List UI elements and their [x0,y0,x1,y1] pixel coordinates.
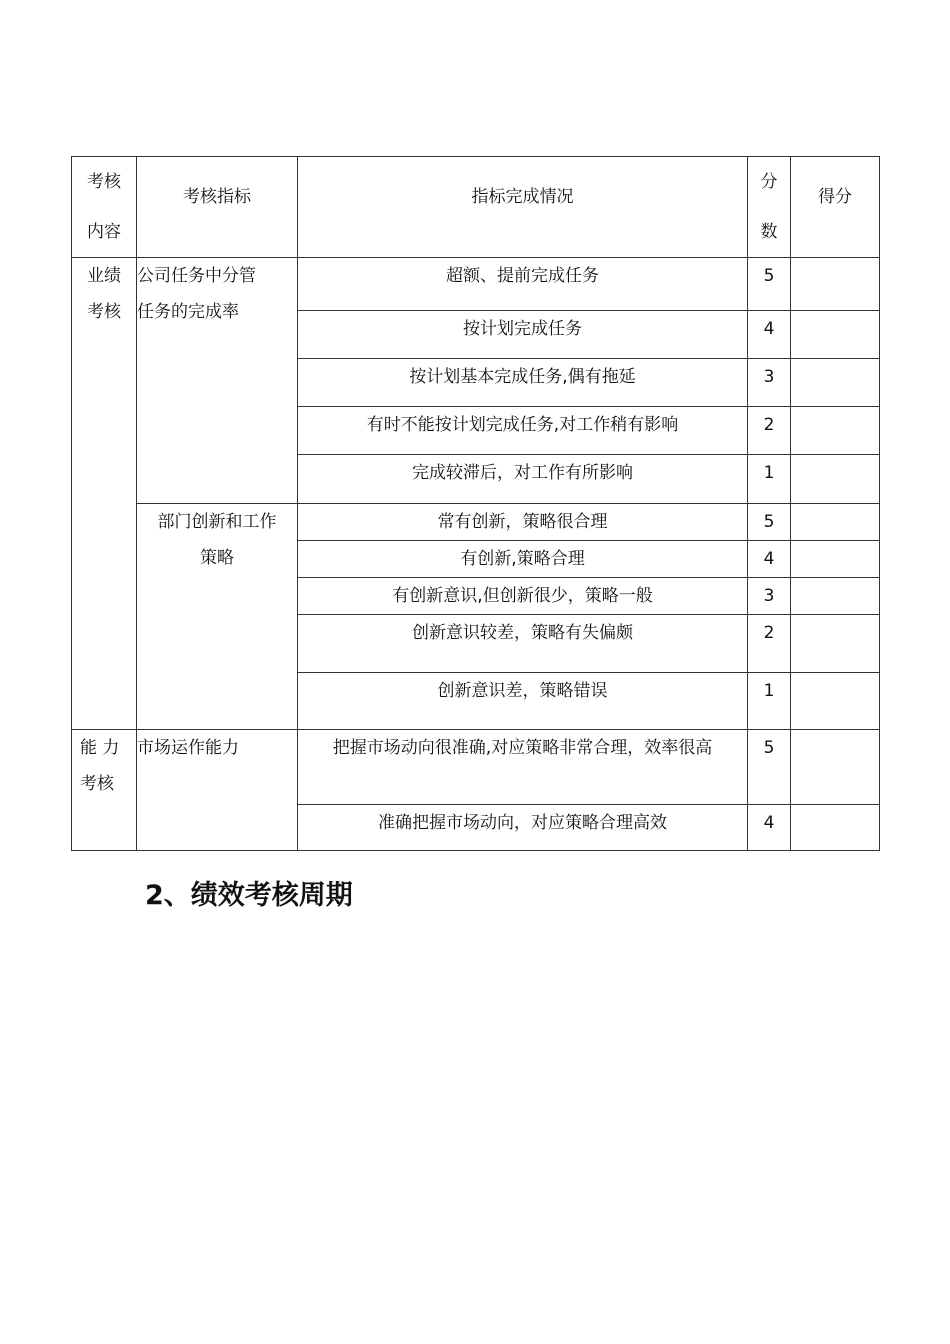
table-row [72,730,880,805]
header-content-line2: 内容 [87,222,121,242]
header-obtained: 得分 [818,187,852,207]
score-value: 1 [748,455,791,504]
indicator-line1: 公司任务中分管 [137,266,256,286]
indicator-line2: 策略 [200,548,234,568]
completion-text: 有时不能按计划完成任务,对工作稍有影响 [298,407,748,455]
indicator-cell-innovation [137,504,298,730]
completion-text: 按计划完成任务 [298,311,748,359]
score-value: 5 [748,504,791,541]
obtained-score-cell[interactable] [791,359,880,407]
completion-text: 创新意识差，策略错误 [298,673,748,730]
obtained-score-cell[interactable] [791,730,880,805]
obtained-score-cell[interactable] [791,673,880,730]
indicator-line2: 任务的完成率 [137,302,239,322]
completion-text: 按计划基本完成任务,偶有拖延 [298,359,748,407]
obtained-score-cell[interactable] [791,541,880,578]
header-completion-cell [298,157,748,258]
header-content-cell [72,157,137,258]
completion-text: 把握市场动向很准确,对应策略非常合理，效率很高 [298,730,748,805]
table-row [72,504,880,541]
completion-text: 创新意识较差，策略有失偏颇 [298,615,748,673]
indicator-cell-task-completion [137,258,298,504]
obtained-score-cell[interactable] [791,407,880,455]
obtained-score-cell[interactable] [791,311,880,359]
header-completion: 指标完成情况 [471,187,574,207]
header-indicator: 考核指标 [183,187,251,207]
score-value: 4 [748,311,791,359]
category-line1: 能 力 [80,738,120,758]
section-heading: 2、绩效考核周期 [145,880,353,911]
indicator-line1: 部门创新和工作 [157,512,277,532]
category-line2: 考核 [80,774,114,794]
header-score-line2: 数 [760,222,778,242]
header-obtained-cell [791,157,880,258]
obtained-score-cell[interactable] [791,258,880,311]
header-indicator-cell [137,157,298,258]
score-value: 5 [748,730,791,805]
completion-text: 有创新意识,但创新很少，策略一般 [298,578,748,615]
indicator-cell-market-operation [137,730,298,851]
completion-text: 有创新,策略合理 [298,541,748,578]
header-score-line1: 分 [760,172,778,192]
obtained-score-cell[interactable] [791,578,880,615]
score-value: 2 [748,407,791,455]
score-value: 1 [748,673,791,730]
category-cell-ability [72,730,137,851]
obtained-score-cell[interactable] [791,504,880,541]
completion-text: 准确把握市场动向，对应策略合理高效 [298,805,748,851]
score-value: 5 [748,258,791,311]
header-content-line1: 考核 [87,172,121,192]
header-score-cell [748,157,791,258]
completion-text: 超额、提前完成任务 [298,258,748,311]
category-line1: 业绩 [87,266,121,286]
completion-text: 常有创新，策略很合理 [298,504,748,541]
table-row [72,258,880,311]
obtained-score-cell[interactable] [791,805,880,851]
category-cell-performance [72,258,137,730]
obtained-score-cell[interactable] [791,455,880,504]
indicator-line1: 市场运作能力 [137,738,239,758]
score-value: 3 [748,359,791,407]
evaluation-table [71,156,880,851]
category-line2: 考核 [87,302,121,322]
obtained-score-cell[interactable] [791,615,880,673]
score-value: 4 [748,805,791,851]
score-value: 4 [748,541,791,578]
score-value: 2 [748,615,791,673]
score-value: 3 [748,578,791,615]
completion-text: 完成较滞后，对工作有所影响 [298,455,748,504]
table-header-row [72,157,880,258]
